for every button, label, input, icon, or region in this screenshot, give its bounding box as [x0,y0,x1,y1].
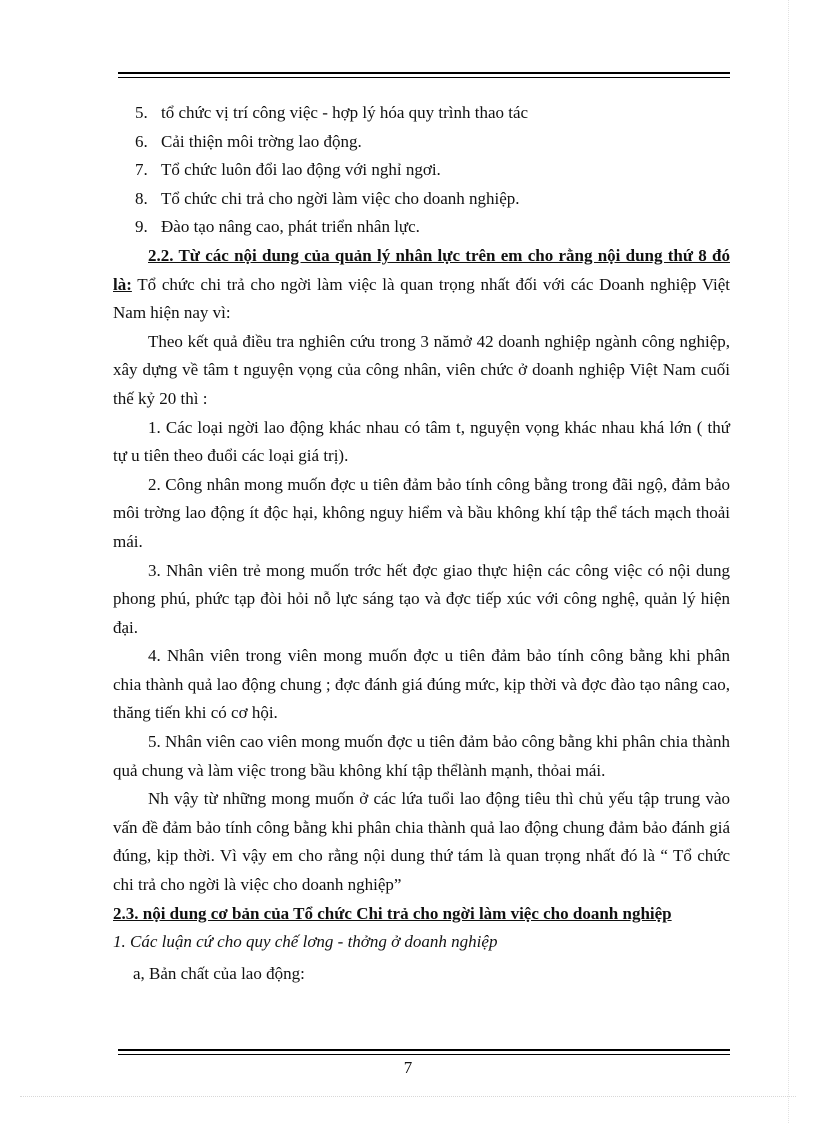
section-2-3-heading: 2.3. nội dung cơ bản của Tổ chức Chi trả cho ngời làm việc cho doanh nghiệp [113,903,672,923]
section-2-2-text: Tổ chức chi trả cho ngời làm việc là quan trọng nhất đối với các Doanh nghiệp Việt Nam hiện nay vì: [113,274,730,323]
list-number: 6. [135,131,148,151]
footer-rule-top [118,1049,730,1051]
item-a: a, Bản chất của lao động: [133,963,305,983]
page-edge-bottom [20,1096,796,1097]
section-2-2-paragraph [113,242,730,328]
list-text: Cải thiện môi trờng lao động. [161,131,362,151]
paragraph: 5. Nhân viên cao viên mong muốn đợc u tiên đảm bảo công bằng khi phân chia thành quả chung và làm việc trong bầu không khí tập thểlành mạnh, thỏai mái. [113,732,730,780]
list-number: 7. [135,160,148,180]
page-body [113,99,730,988]
list-number: 5. [135,103,148,122]
list-item [113,128,730,157]
list-item [113,185,730,214]
list-item [113,213,730,242]
page-number: 7 [403,1058,413,1077]
paragraph: 1. Các loại ngời lao động khác nhau có tâm t, nguyện vọng khác nhau khá lớn ( thứ tự u tiên theo đuổi các loại giá trị). [113,417,730,466]
list-item [113,156,730,185]
list-text: Tổ chức luôn đổi lao động với nghỉ ngơi. [161,160,441,180]
paragraph: 4. Nhân viên trong viên mong muốn đợc u tiên đảm bảo tính công bằng khi phân chia thành quả lao động chung ; đợc đánh giá đúng mức, kịp thời và đợc đào tạo nâng cao, thăng tiến khi có cơ hội. [113,646,730,723]
paragraph: Theo kết quả điều tra nghiên cứu trong 3 nămở 42 doanh nghiệp ngành công nghiệp, xây dựng về tâm t nguyện vọng của công nhân, viên chức ở doanh nghiệp Việt Nam cuối thế kỷ 20 thì : [113,331,730,408]
paragraph: 3. Nhân viên trẻ mong muốn trớc hết đợc giao thực hiện các công việc có nội dung phong phú, phức tạp đòi hỏi nỗ lực sáng tạo và đợc tiếp xúc với công nghệ, quản lý hiện đại. [113,560,730,637]
list-item [113,99,730,128]
page-edge-right [788,0,789,1123]
section-2-2-heading: 2.2. Từ các nội dung của quản lý nhân lực trên em cho rằng nội dung thứ 8 đó là: [113,245,730,294]
list-text: Đào tạo nâng cao, phát triển nhân lực. [161,217,420,237]
paragraph: 2. Công nhân mong muốn đợc u tiên đảm bảo tính công bằng trong đãi ngộ, đảm bảo môi trờng lao động ít độc hại, không nguy hiểm và bầu không khí tập thể tách mạch thoải mái. [113,474,730,551]
header-rule-top [118,72,730,74]
list-text: tổ chức vị trí công việc - hợp lý hóa quy trình thao tác [161,103,529,122]
footer-rule-bottom [118,1054,730,1055]
list-text: Tổ chức chi trả cho ngời làm việc cho doanh nghiệp. [161,188,520,208]
list-number: 8. [135,188,148,208]
list-number: 9. [135,217,148,237]
subheading-1: 1. Các luận cứ cho quy chế lơng - thởng ở doanh nghiệp [113,932,498,952]
header-rule-bottom [118,77,730,78]
paragraph: Nh vậy từ những mong muốn ở các lứa tuổi lao động tiêu thì chủ yếu tập trung vào vấn đề đảm bảo tính công bằng khi phân chia thành quả lao động chung đảm bảo đánh giá đúng, kịp thời. Vì vậy em cho rằng nội dung thứ tám là quan trọng nhất đó là “ Tổ chức chi trả cho ngời là việc cho doanh nghiệp” [113,789,730,895]
